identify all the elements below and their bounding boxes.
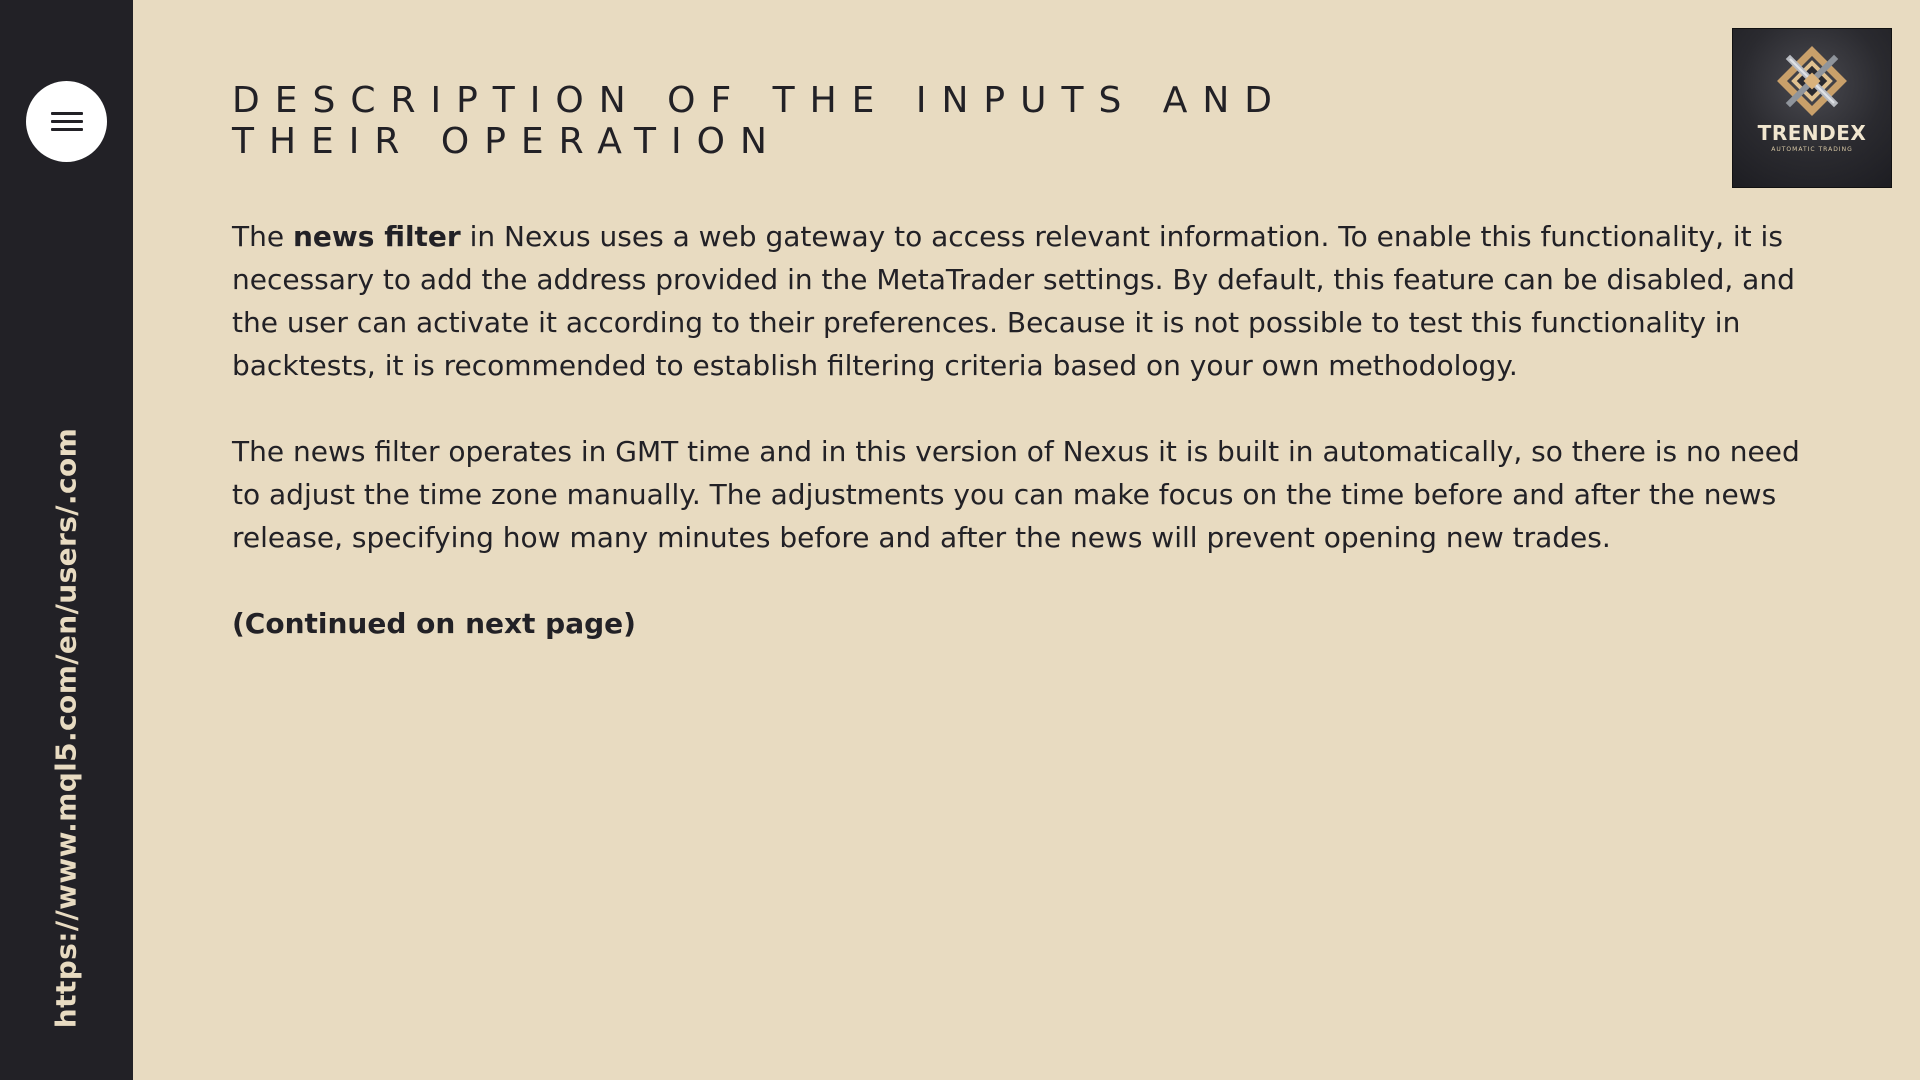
- main-content: [232, 80, 1832, 645]
- hamburger-menu-icon-bar: [51, 120, 83, 123]
- logo-name: TRENDEX: [1757, 121, 1867, 145]
- sidebar: [0, 0, 133, 1080]
- page-title-line-1: DESCRIPTION OF THE INPUTS AND: [232, 80, 1288, 121]
- page-title-line-2: THEIR OPERATION: [232, 121, 782, 162]
- paragraph-prefix: The: [232, 220, 293, 253]
- logo-tagline: AUTOMATIC TRADING: [1771, 146, 1853, 153]
- news-filter-paragraph: [232, 215, 1832, 387]
- hamburger-menu-icon: [51, 112, 83, 115]
- news-filter-term: news filter: [292, 220, 461, 253]
- page-title: [232, 80, 1832, 162]
- hamburger-menu-icon-bar: [51, 128, 83, 131]
- sidebar-url: https://www.mql5.com/en/users/.com: [49, 427, 83, 1029]
- menu-button[interactable]: [26, 81, 107, 162]
- continued-note: (Continued on next page): [232, 607, 636, 640]
- paragraph-body: in Nexus uses a web gateway to access relevant information. To enable this functionality, it is necessary to add the address provided in the MetaTrader settings. By default, this feature can be disabled, and the user can activate it according to their preferences. Because it is not possible to test this functionality in backtests, it is recommended to establish filtering criteria based on your own methodology.: [232, 220, 1795, 382]
- gmt-time-paragraph: The news filter operates in GMT time and in this version of Nexus it is built in automatically, so there is no need to adjust the time zone manually. The adjustments you can make focus on the time before and after the news release, specifying how many minutes before and after the news will prevent opening new trades.: [232, 435, 1800, 554]
